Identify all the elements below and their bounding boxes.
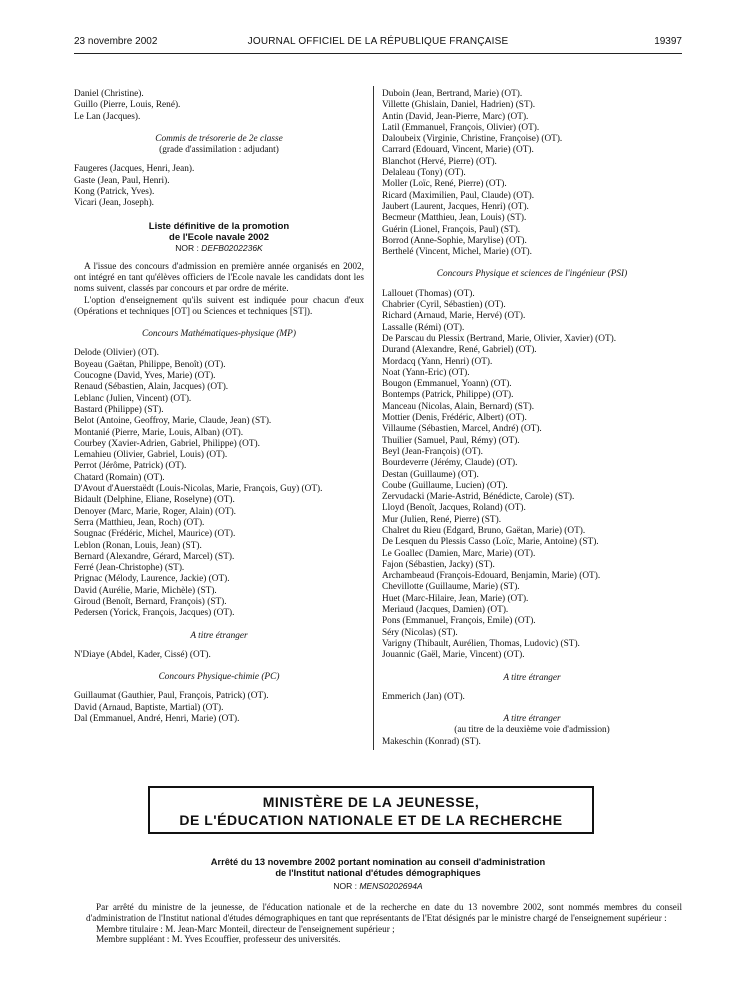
list-item: Antin (David, Jean-Pierre, Marc) (OT).	[382, 111, 529, 122]
list-item: Leblon (Ronan, Louis, Jean) (ST).	[74, 540, 202, 551]
ministry-line-1: MINISTÈRE DE LA JEUNESSE,	[262, 794, 480, 810]
arrete-nor-code: MENS0202694A	[359, 881, 423, 891]
left-column	[74, 89, 364, 725]
list-item: Denoyer (Marc, Marie, Roger, Alain) (OT).	[74, 506, 237, 517]
list-item: Berthelé (Vincent, Michel, Marie) (OT).	[382, 247, 532, 258]
list-item: Moller (Loïc, René, Pierre) (OT).	[382, 179, 507, 190]
commis-names-list	[74, 164, 364, 209]
list-item: Lemahieu (Olivier, Gabriel, Louis) (OT).	[74, 450, 228, 461]
list-item: Coube (Guillaume, Lucien) (OT).	[382, 480, 508, 491]
list-item: Noat (Yann-Eric) (OT).	[382, 367, 470, 378]
list-item: Kong (Patrick, Yves).	[74, 187, 155, 198]
list-item: Thuilier (Samuel, Paul, Rémy) (OT).	[382, 435, 520, 446]
list-item: Coucogne (David, Yves, Marie) (OT).	[74, 371, 216, 382]
list-item: Daniel (Christine).	[74, 89, 144, 99]
header-date: 23 novembre 2002	[74, 36, 158, 47]
mp-title: Concours Mathématiques-physique (MP)	[142, 329, 296, 340]
list-item: Huet (Marc-Hilaire, Jean, Marie) (OT).	[382, 593, 529, 604]
list-item: Becmeur (Matthieu, Jean, Louis) (ST).	[382, 213, 527, 224]
list-item: De Parscau du Plessix (Bertrand, Marie, Olivier, Xavier) (OT).	[382, 333, 617, 344]
list-item: Bontemps (Patrick, Philippe) (OT).	[382, 390, 514, 401]
pc-title: Concours Physique-chimie (PC)	[158, 672, 280, 683]
list-item: Renaud (Sébastien, Alain, Jacques) (OT).	[74, 382, 229, 393]
commis-subtitle: (grade d'assimilation : adjudant)	[159, 145, 279, 156]
nor-code: DEFB0202236K	[201, 242, 263, 253]
list-item: Mur (Julien, René, Pierre) (ST).	[382, 514, 502, 525]
page-number: 19397	[654, 36, 682, 47]
intro-paragraph-1: A l'issue des concours d'admission en première année organisés en 2002, ont intégré en tant qu'élèves officiers de l'Ecole navale les candidats dont les noms suivent, classés par concours et par ordre de mérite.	[74, 261, 364, 295]
list-item: Chatard (Romain) (OT).	[74, 472, 165, 483]
list-item: Makeschin (Konrad) (ST).	[382, 736, 481, 747]
list-item: Bougon (Emmanuel, Yoann) (OT).	[382, 379, 512, 390]
list-item: Borrod (Anne-Sophie, Marylise) (OT).	[382, 235, 527, 246]
column-divider	[373, 86, 374, 750]
arrete-nor-label: NOR :	[333, 881, 357, 891]
list-item: Zervudacki (Marie-Astrid, Bénédicte, Carole) (ST).	[382, 492, 575, 503]
list-item: Pedersen (Yorick, François, Jacques) (OT).	[74, 608, 235, 619]
list-item: Delode (Olivier) (OT).	[74, 348, 159, 359]
right-column	[382, 89, 682, 748]
list-item: N'Diaye (Abdel, Kader, Cissé) (OT).	[74, 649, 211, 660]
list-item: Courbey (Xavier-Adrien, Gabriel, Philippe) (OT).	[74, 438, 260, 449]
list-item: Fajon (Sébastien, Jacky) (ST).	[382, 559, 495, 570]
list-item: Mottier (Denis, Frédéric, Albert) (OT).	[382, 413, 527, 424]
page-header	[74, 36, 682, 52]
list-item: Durand (Alexandre, René, Gabriel) (OT).	[382, 345, 537, 356]
list-item: Pons (Emmanuel, François, Emile) (OT).	[382, 616, 536, 627]
list-item: Belot (Antoine, Geoffroy, Marie, Claude, Jean) (ST).	[74, 416, 272, 427]
list-item: Ricard (Maximilien, Paul, Claude) (OT).	[382, 190, 535, 201]
list-item: Latil (Emmanuel, François, Olivier) (OT).	[382, 122, 540, 133]
list-item: Leblanc (Julien, Vincent) (OT).	[74, 393, 192, 404]
right-etranger2-subtitle: (au titre de la deuxième voie d'admission)	[454, 725, 610, 736]
list-item: Prignac (Mélody, Laurence, Jackie) (OT).	[74, 574, 230, 585]
mp-names-list	[74, 348, 364, 619]
right-etranger2-list	[382, 737, 682, 748]
list-item: Ferré (Jean-Christophe) (ST).	[74, 563, 185, 574]
top-names-list	[74, 89, 364, 123]
intro-paragraph-2: L'option d'enseignement qu'ils suivent est indiquée pour chacun d'eux (Opérations et techniques [OT] ou Sciences et techniques [ST]).	[74, 295, 364, 317]
list-item: Beyl (Jean-François) (OT).	[382, 446, 483, 457]
arrete-paragraph: Par arrêté du ministre de la jeunesse, de l'éducation nationale et de la recherche en date du 13 novembre 2002, sont nommés membres du conseil d'administration de l'Institut national d'études démographiques en tant que représentants de l'Etat désignés par le ministre chargé de l'enseignement supérieur :	[86, 902, 682, 923]
list-item: Le Lan (Jacques).	[74, 111, 141, 122]
list-item: David (Aurélie, Marie, Michèle) (ST).	[74, 585, 217, 596]
list-item: De Lesquen du Plessis Casso (Loïc, Marie, Antoine) (ST).	[382, 537, 599, 548]
list-item: Gaste (Jean, Paul, Henri).	[74, 175, 170, 186]
journal-title: JOURNAL OFFICIEL DE LA RÉPUBLIQUE FRANÇAISE	[247, 36, 509, 47]
list-item: Blanchot (Hervé, Pierre) (OT).	[382, 156, 497, 167]
list-item: Jaubert (Laurent, Jacques, Henri) (OT).	[382, 201, 529, 212]
list-item: Richard (Arnaud, Marie, Hervé) (OT).	[382, 311, 526, 322]
arrete-body	[86, 902, 682, 945]
psi-names-list	[382, 289, 682, 662]
liste-title-2: de l'Ecole navale 2002	[169, 231, 269, 243]
list-item: Delaleau (Tony) (OT).	[382, 168, 466, 179]
list-item: Serra (Matthieu, Jean, Roch) (OT).	[74, 517, 205, 528]
arrete-title	[74, 857, 682, 878]
list-item: Meriaud (Jacques, Damien) (OT).	[382, 605, 509, 616]
list-item: Villaume (Sébastien, Marcel, André) (OT).	[382, 424, 542, 435]
list-item: Varigny (Thibault, Aurélien, Thomas, Ludovic) (ST).	[382, 638, 580, 649]
list-item: D'Avout d'Auerstaëdt (Louis-Nicolas, Marie, François, Guy) (OT).	[74, 484, 323, 495]
list-item: Guillo (Pierre, Louis, René).	[74, 100, 181, 111]
list-item: Séry (Nicolas) (ST).	[382, 627, 458, 638]
list-item: Vicari (Jean, Joseph).	[74, 198, 154, 209]
ministry-box	[148, 786, 594, 834]
arrete-title-1: Arrêté du 13 novembre 2002 portant nomination au conseil d'administration	[210, 857, 546, 867]
list-item: Archambeaud (François-Edouard, Benjamin, Marie) (OT).	[382, 571, 601, 582]
right-etranger2-title: A titre étranger	[503, 714, 561, 725]
list-item: Villette (Ghislain, Daniel, Hadrien) (ST).	[382, 100, 536, 111]
right-etranger-list	[382, 692, 682, 703]
list-item: Destan (Guillaume) (OT).	[382, 469, 479, 480]
nor-label: NOR :	[175, 242, 199, 253]
list-item: Emmerich (Jan) (OT).	[382, 691, 465, 702]
pc-names-list	[74, 691, 364, 725]
list-item: Chevillotte (Guillaume, Marie) (ST).	[382, 582, 520, 593]
list-item: Dal (Emmanuel, André, Henri, Marie) (OT).	[74, 714, 240, 725]
list-item: Sougnac (Frédéric, Michel, Maurice) (OT).	[74, 529, 236, 540]
list-item: Daloubeix (Virginie, Christine, Françoise) (OT).	[382, 134, 563, 145]
list-item: Bastard (Philippe) (ST).	[74, 404, 164, 415]
list-item: Bourdeverre (Jérémy, Claude) (OT).	[382, 458, 518, 469]
psi-title: Concours Physique et sciences de l'ingénieur (PSI)	[436, 269, 628, 280]
list-item: Boyeau (Gaëtan, Philippe, Benoît) (OT).	[74, 359, 226, 370]
header-rule	[74, 53, 682, 54]
list-item: Montanié (Pierre, Marie, Louis, Alban) (OT).	[74, 427, 244, 438]
liste-title-1: Liste définitive de la promotion	[148, 220, 290, 232]
arrete-nor	[74, 881, 682, 891]
list-item: Guérin (Lionel, François, Paul) (ST).	[382, 224, 521, 235]
list-item: Faugeres (Jacques, Henri, Jean).	[74, 164, 195, 175]
list-item: Perrot (Jérôme, Patrick) (OT).	[74, 461, 187, 472]
list-item: Chabrier (Cyril, Sébastien) (OT).	[382, 300, 506, 311]
list-item: Carrard (Edouard, Vincent, Marie) (OT).	[382, 145, 534, 156]
list-item: Bernard (Alexandre, Gérard, Marcel) (ST).	[74, 551, 235, 562]
liste-nor	[74, 243, 364, 254]
arrete-title-2: de l'Institut national d'études démographiques	[275, 867, 481, 878]
list-item: Chalret du Rieu (Edgard, Bruno, Gaëtan, Marie) (OT).	[382, 525, 586, 536]
list-item: Guillaumat (Gauthier, Paul, François, Patrick) (OT).	[74, 691, 269, 702]
list-item: Lloyd (Benoît, Jacques, Roland) (OT).	[382, 503, 526, 514]
list-item: Jouannic (Gaël, Marie, Vincent) (OT).	[382, 650, 525, 661]
arrete-member-2: Membre suppléant : M. Yves Ecouffier, professeur des universités.	[96, 934, 341, 945]
left-etranger-list	[74, 650, 364, 661]
list-item: Lassalle (Rémi) (OT).	[382, 322, 465, 333]
list-item: Duboin (Jean, Bertrand, Marie) (OT).	[382, 89, 523, 99]
list-item: Mordacq (Yann, Henri) (OT).	[382, 356, 493, 367]
list-item: Giroud (Benoît, Bernard, François) (ST).	[74, 596, 227, 607]
list-item: David (Arnaud, Baptiste, Martial) (OT).	[74, 702, 224, 713]
ministry-line-2: DE L'ÉDUCATION NATIONALE ET DE LA RECHERCHE	[179, 812, 563, 828]
list-item: Bidault (Delphine, Eliane, Roselyne) (OT).	[74, 495, 235, 506]
list-item: Lallouet (Thomas) (OT).	[382, 288, 475, 299]
right-etranger-title: A titre étranger	[503, 672, 561, 683]
list-item: Le Goallec (Damien, Marc, Marie) (OT).	[382, 548, 536, 559]
pc-continued-list	[382, 89, 682, 258]
list-item: Manceau (Nicolas, Alain, Bernard) (ST).	[382, 401, 535, 412]
left-etranger-title: A titre étranger	[190, 630, 248, 641]
commis-title: Commis de trésorerie de 2e classe	[155, 133, 283, 144]
arrete-member-1: Membre titulaire : M. Jean-Marc Monteil, directeur de l'enseignement supérieur ;	[96, 923, 395, 934]
